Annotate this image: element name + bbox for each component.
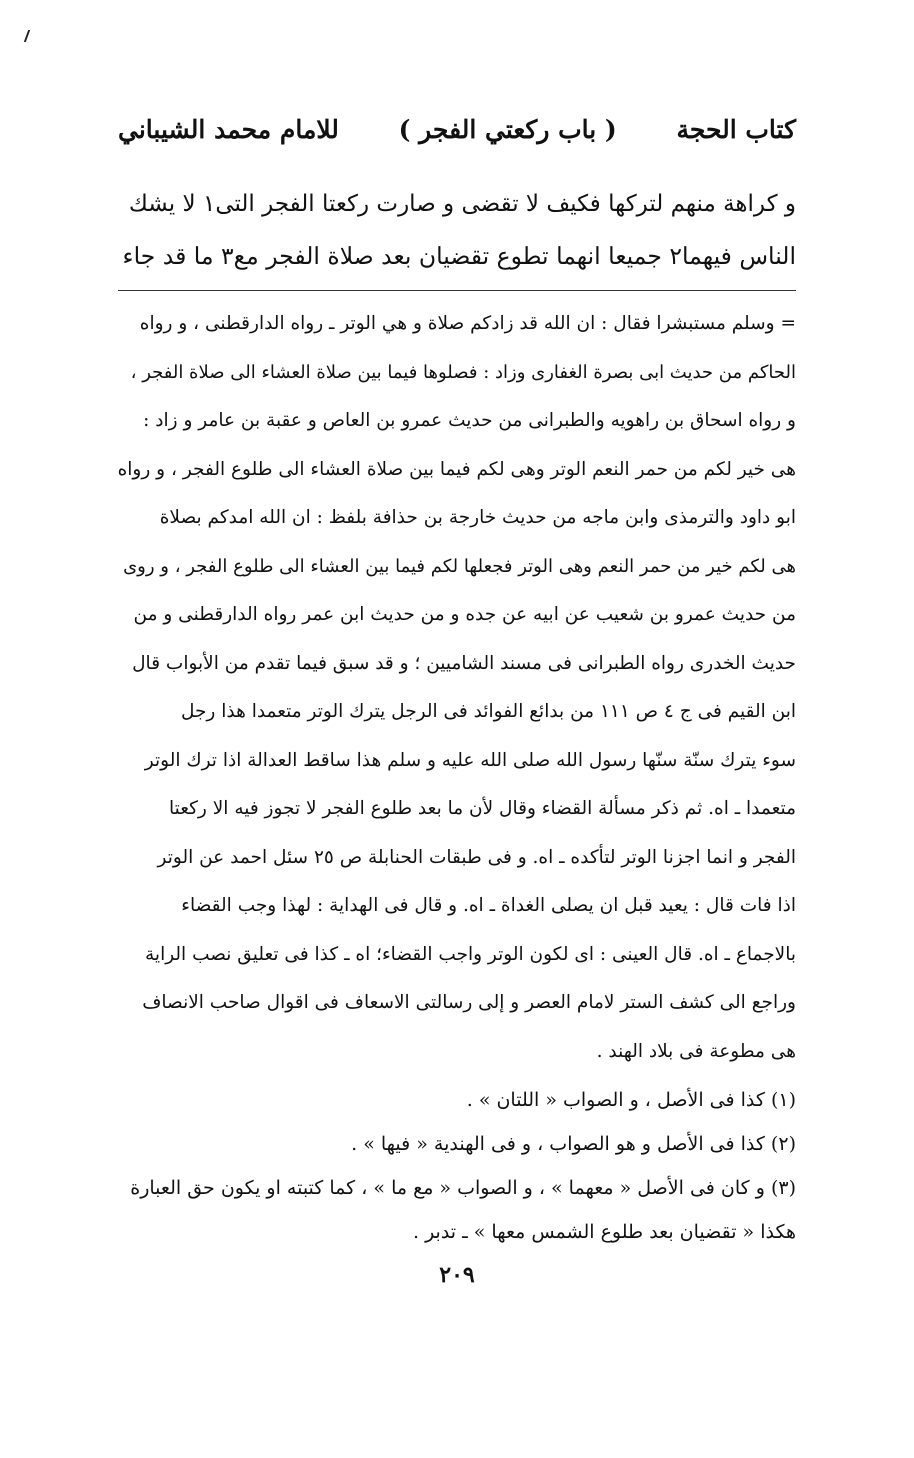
commentary-line: هى خير لكم من حمر النعم الوتر وهى لكم فيما بين صلاة العشاء الى طلوع الفجر ، و رواه	[117, 458, 796, 480]
separator-rule	[118, 290, 796, 291]
commentary-line: متعمدا ـ اه. ثم ذكر مسألة القضاء وقال لأن ما بعد طلوع الفجر لا تجوز فيه الا ركعتا	[168, 798, 796, 819]
author-name: للامام محمد الشيباني	[118, 114, 339, 144]
chapter-title: ( باب ركعتي الفجر )	[398, 114, 617, 144]
corner-mark	[24, 30, 38, 42]
footnotes	[118, 1078, 796, 1254]
commentary-line: من حديث عمرو بن شعيب عن ابيه عن جده و من حديث ابن عمر رواه الدارقطنى و من	[133, 604, 796, 625]
footnote-3: (٣) و كان فى الأصل « معهما » ، و الصواب « مع ما » ، كما كتبته او يكون حق العبارة	[130, 1177, 796, 1199]
page-header	[118, 106, 796, 152]
commentary-line: الفجر و انما اجزنا الوتر لتأكده ـ اه. و فى طبقات الحنابلة ص ٢٥ سئل احمد عن الوتر	[157, 846, 796, 868]
commentary-line: بالاجماع ـ اه. قال العينى : اى لكون الوتر واجب القضاء؛ اه ـ كذا فى تعليق نصب الراية	[145, 943, 796, 965]
commentary-line: هى لكم خير من حمر النعم وهى الوتر فجعلها لكم فيما بين العشاء الى طلوع الفجر ، و روى	[123, 555, 796, 577]
commentary-line: = وسلم مستبشرا فقال : ان الله قد زادكم صلاة و هي الوتر ـ رواه الدارقطنى ، و رواه	[139, 313, 796, 334]
commentary-line: ابو داود والترمذى وابن ماجه من حديث خارجة بن حذافة بلفظ : ان الله امدكم بصلاة	[159, 507, 796, 528]
footnote-3-continuation: هكذا « تقضيان بعد طلوع الشمس معها » ـ تدبر .	[412, 1221, 796, 1243]
commentary-line: هى مطوعة فى بلاد الهند .	[596, 1040, 796, 1062]
commentary-line: حديث الخدرى رواه الطبرانى فى مسند الشاميين ؛ و قد سبق فيما تقدم من الأبواب قال	[132, 652, 796, 674]
footnote-2: (٢) كذا فى الأصل و هو الصواب ، و فى الهندية « فيها » .	[351, 1133, 796, 1155]
commentary-line: و رواه اسحاق بن راهويه والطبرانى من حديث عمرو بن العاص و عقبة بن عامر و زاد :	[143, 410, 796, 431]
main-text-line: و كراهة منهم لتركها فكيف لا تقضى و صارت ركعتا الفجر التى١ لا يشك	[128, 191, 796, 217]
commentary-line: سوء يترك سنّة سنّها رسول الله صلى الله عليه و سلم هذا ساقط العدالة اذا ترك الوتر	[144, 749, 796, 771]
commentary-line: اذا فات قال : يعيد قبل ان يصلى الغداة ـ اه. و قال فى الهداية : لهذا وجب القضاء	[181, 895, 796, 916]
commentary-line: ابن القيم فى ج ٤ ص ١١١ من بدائع الفوائد فى الرجل يترك الوتر متعمدا هذا رجل	[180, 701, 796, 722]
main-text	[118, 178, 796, 282]
commentary-line: الحاكم من حديث ابى بصرة الغفارى وزاد : فصلوها فيما بين صلاة العشاء الى صلاة الفجر ،	[130, 361, 796, 383]
commentary-notes	[118, 300, 796, 1076]
footnote-1: (١) كذا فى الأصل ، و الصواب « اللتان » .	[466, 1089, 796, 1111]
commentary-line: وراجع الى كشف الستر لامام العصر و إلى رسالتى الاسعاف فى اقوال صاحب الانصاف	[142, 992, 796, 1013]
main-text-line: الناس فيهما٢ جميعا انهما تطوع تقضيان بعد صلاة الفجر مع٣ ما قد جاء	[122, 242, 796, 270]
page-number: ٢٠٩	[439, 1262, 475, 1288]
book-title: كتاب الحجة	[676, 114, 796, 144]
